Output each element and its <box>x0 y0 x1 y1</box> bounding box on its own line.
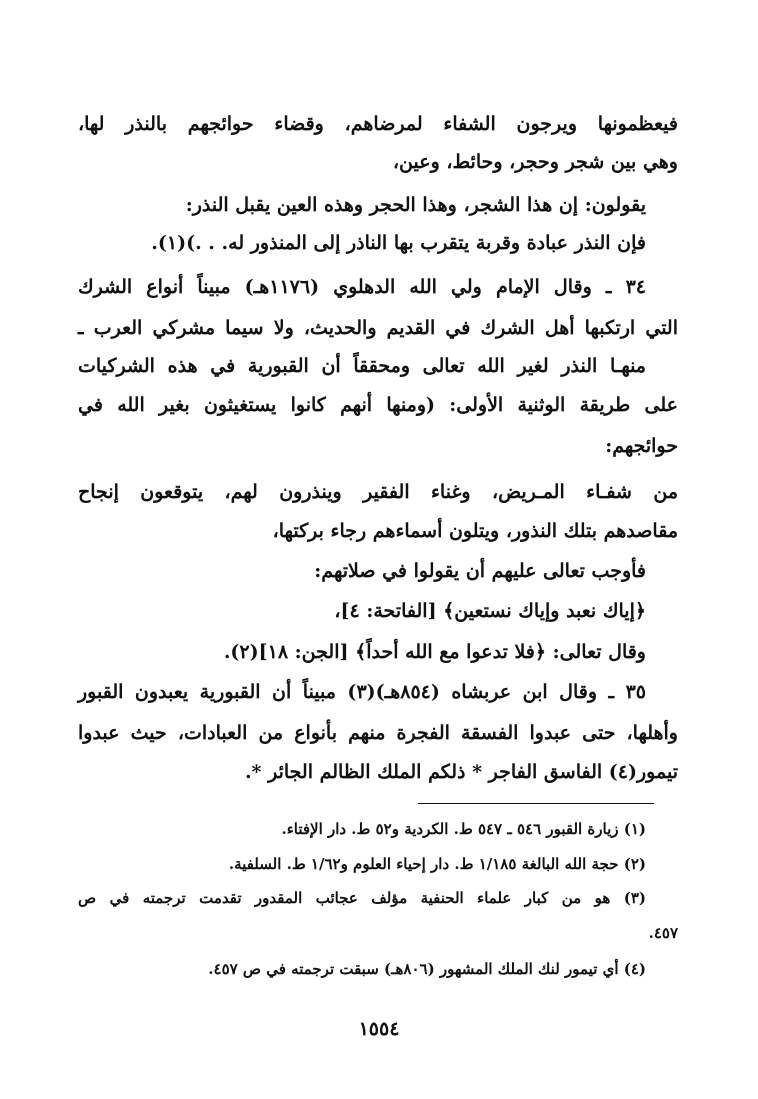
body-line: وأهلها، حتى عبدوا الفسقة الفجرة منهم بأنواع من العبادات، حيث عبدوا <box>78 722 678 744</box>
body-line: تيمور(٤) الفاسق الفاجر * ذلكم الملك الظالم الجائر *. <box>244 761 678 783</box>
body-line: على طريقة الوثنية الأولى: (ومنها أنهم كانوا يستغيثون بغير الله في <box>78 394 678 416</box>
footnote-2: (٢) حجة الله البالغة ١/١٨٥ ط. دار إحياء العلوم و١/٦٢ ط. السلفية. <box>228 855 646 873</box>
footnote-1: (١) زيارة القبور ٥٤٦ ـ ٥٤٧ ط. الكردية و٥٢ ط. دار الإفتاء. <box>281 820 646 838</box>
body-line: حوائجهم: <box>605 435 678 457</box>
body-line: فأوجب تعالى عليهم أن يقولوا في صلاتهم: <box>314 560 646 582</box>
page-number: ١٥٥٤ <box>358 1018 400 1040</box>
body-line: فإن النذر عبادة وقربة يتقرب بها الناذر إلى المنذور له. . .)(١). <box>151 232 646 254</box>
footnote-3-continuation: ٤٥٧. <box>648 924 678 942</box>
footnote-separator <box>418 803 654 804</box>
footnote-4: (٤) أي تيمور لنك الملك المشهور (٨٠٦هـ) سبقت ترجمته في ص ٤٥٧. <box>208 960 646 978</box>
body-line: مقاصدهم بتلك النذور، ويتلون أسماءهم رجاء بركتها، <box>272 520 678 542</box>
quran-verse-line: ﴿إياك نعبد وإياك نستعين﴾ [الفاتحة: ٤]، <box>334 600 646 622</box>
body-line: وهي بين شجر وحجر، وحائط، وعين، <box>392 151 678 173</box>
body-line: ٣٥ ـ وقال ابن عربشاه (٨٥٤هـ)(٣) مبيناً أن القبورية يعبدون القبور <box>78 681 646 703</box>
body-line: منهـا النذر لغير الله تعالى ومحققاً أن القبورية في هذه الشركيات <box>78 355 646 377</box>
body-line: ٣٤ ـ وقال الإمام ولي الله الدهلوي (١١٧٦هـ) مبيناً أنواع الشرك <box>78 276 646 298</box>
body-line: فيعظمونها ويرجون الشفاء لمرضاهم، وقضاء حوائجهم بالنذر لها، <box>78 113 678 135</box>
footnote-3: (٣) هو من كبار علماء الحنفية مؤلف عجائب المقدور تقدمت ترجمته في ص <box>78 889 646 907</box>
body-line: من شفـاء المـريض، وغناء الفقير وينذرون لهم، يتوقعون إنجاح <box>78 481 678 503</box>
body-line: التي ارتكبها أهل الشرك في القديم والحديث، ولا سيما مشركي العرب ـ <box>78 317 678 339</box>
quran-verse-line: وقال تعالى: ﴿فلا تدعوا مع الله أحداً﴾ [الجن: ١٨](٢). <box>223 641 646 663</box>
body-line: يقولون: إن هذا الشجر، وهذا الحجر وهذه العين يقبل النذر: <box>185 194 646 216</box>
